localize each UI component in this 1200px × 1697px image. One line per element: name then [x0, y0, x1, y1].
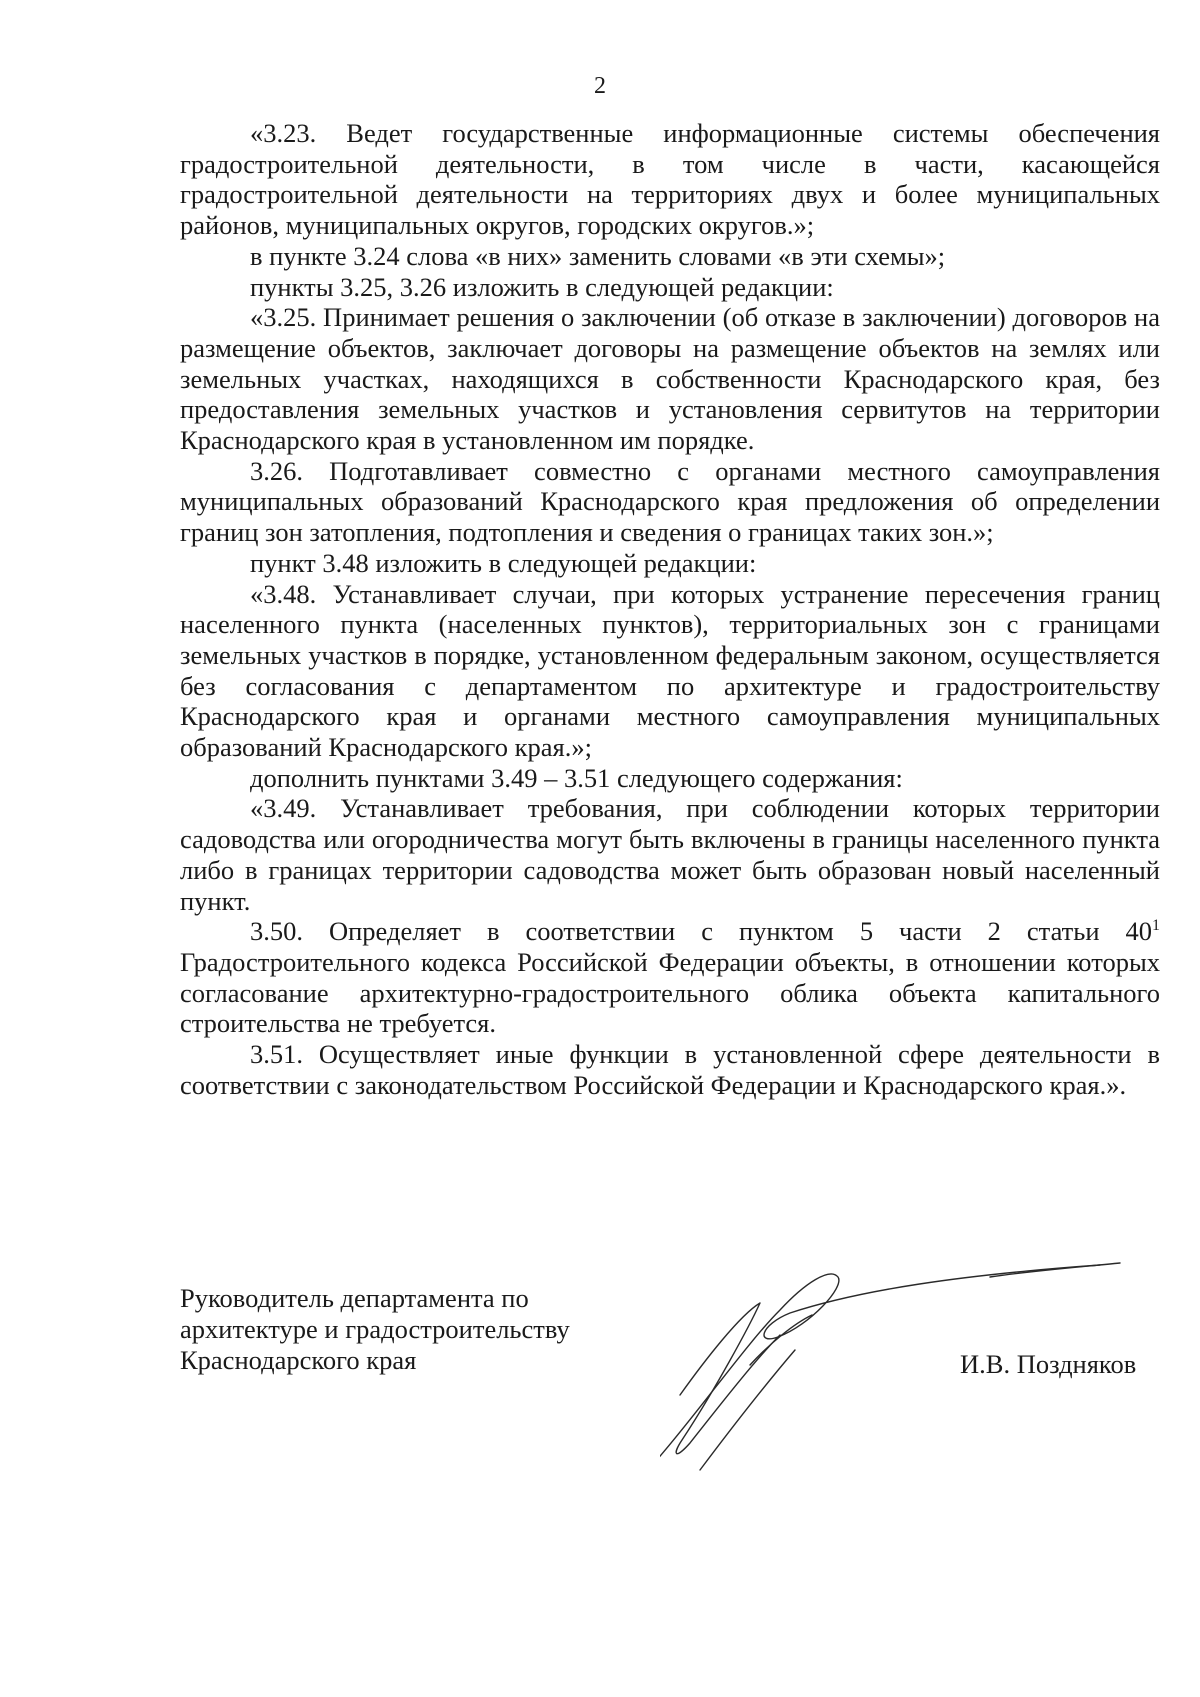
signatory-title-line-2: архитектуре и градостроительству [180, 1314, 570, 1344]
paragraph-amend-3-25-3-26: пункты 3.25, 3.26 изложить в следующей редакции: [250, 271, 834, 302]
handwritten-signature [660, 1255, 1130, 1515]
paragraph-3-50-end: Градостроительного кодекса Российской Федерации объекты, в отношении которых согласование архитектурно-градостроительного облика объекта капитального строительства не требуется. [180, 946, 1160, 1039]
paragraph-3-51: 3.51. Осуществляет иные функции в установленной сфере деятельности в соответствии с законодательством Российской Федерации и Краснодарского края.». [180, 1039, 1160, 1100]
paragraph-3-23: «3.23. Ведет государственные информационные системы обеспечения градостроительной деятельности, в том числе в части, касающейся градостроительной деятельности на территориях двух и более муниципальных районов, муниципальных округов, городских округов.»; [180, 118, 1160, 241]
paragraph-amend-3-49-3-51: дополнить пунктами 3.49 – 3.51 следующего содержания: [250, 762, 903, 793]
paragraph-3-48: «3.48. Устанавливает случаи, при которых устранение пересечения границ населенного пункта (населенных пунктов), территориальных зон с границами земельных участков в порядке, установленном федеральным законом, осуществляется без согласования с департаментом по архитектуре и градостроительству Краснодарского края и органами местного самоуправления муниципальных образований Краснодарского края.»; [180, 578, 1160, 763]
paragraph-3-25: «3.25. Принимает решения о заключении (об отказе в заключении) договоров на размещение объектов, заключает договоры на размещение объектов на землях или земельных участках, находящихся в собственности Краснодарского края, без предоставления земельных участков и установления сервитутов на территории Краснодарского края в установленном им порядке. [180, 302, 1160, 456]
signer-name: И.В. Поздняков [960, 1349, 1137, 1379]
paragraph-3-49: «3.49. Устанавливает требования, при соблюдении которых территории садоводства или огородничества могут быть включены в границы населенного пункта либо в границах территории садоводства может быть образован новый населенный пункт. [180, 793, 1160, 916]
paragraph-3-26: 3.26. Подготавливает совместно с органами местного самоуправления муниципальных образований Краснодарского края предложения об определении границ зон затопления, подтопления и сведения о границах таких зон.»; [180, 455, 1160, 548]
paragraph-3-50-start: 3.50. Определяет в соответствии с пунктом 5 части 2 статьи 40 [250, 916, 1152, 947]
signatory-title [180, 1283, 570, 1376]
document-body [180, 118, 1160, 1101]
signatory-title-line-3: Краснодарского края [180, 1345, 417, 1375]
paragraph-amend-3-48: пункт 3.48 изложить в следующей редакции: [250, 547, 757, 578]
article-superscript: 1 [1152, 917, 1160, 935]
signatory-title-line-1: Руководитель департамента по [180, 1283, 529, 1313]
paragraph-amend-3-24: в пункте 3.24 слова «в них» заменить словами «в эти схемы»; [250, 240, 946, 271]
paragraph-3-50 [180, 916, 1160, 1039]
page-number: 2 [594, 73, 606, 99]
